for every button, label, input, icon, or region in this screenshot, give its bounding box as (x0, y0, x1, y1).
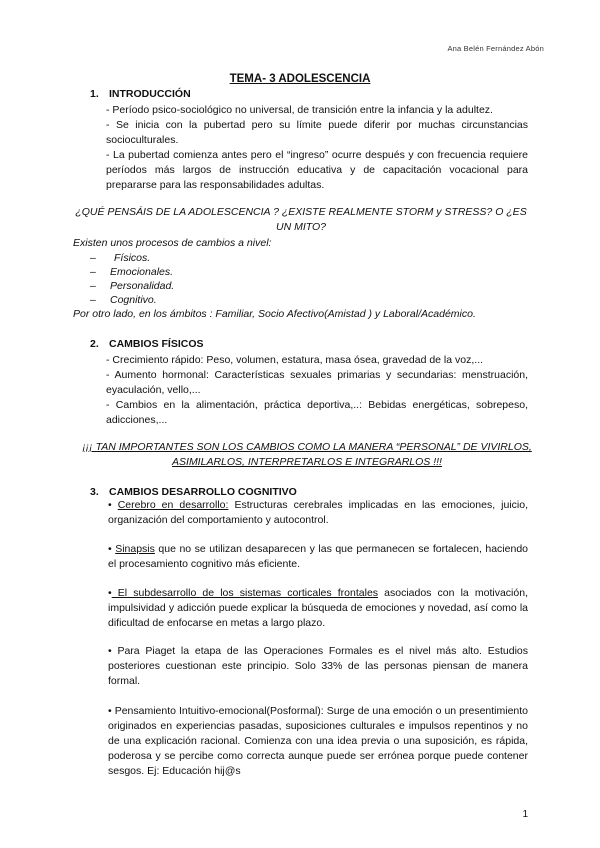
change-item-personalidad: Personalidad. (110, 280, 175, 292)
section-2-line-2: - Aumento hormonal: Características sexuales primarias y secundarias: menstruación, eyaculación, vello,... (106, 369, 528, 396)
section-1-line-2: - Se inicia con la pubertad pero su límite puede diferir por muchas circunstancias socioculturales. (106, 119, 528, 146)
ambitos-text: Por otro lado, en los ámbitos : Familiar, Socio Afectivo(Amistad ) y Laboral/Académico. (73, 308, 476, 320)
bullet-lead: Cerebro en desarrollo: (117, 499, 229, 511)
bullet-item (108, 498, 528, 528)
list-dash: – (90, 294, 96, 306)
section-1-line-3: - La pubertad comienza antes pero el “ingreso” ocurre después y con frecuencia requiere períodos más largos de instrucción educativa y de capacitación vocacional para prepararse para las responsabilidades adultas. (106, 149, 528, 191)
change-item-cognitivo: Cognitivo. (110, 294, 157, 306)
bullet-text: asociados con la motivación, impulsividad y adicción puede explicar la búsqueda de emociones y novedad, así como la dificultad de enfocarse en metas a largo plazo. (108, 587, 528, 629)
bullet-item (108, 644, 528, 689)
section-3-title: CAMBIOS DESARROLLO COGNITIVO (109, 486, 297, 498)
changes-intro: Existen unos procesos de cambios a nivel: (73, 237, 272, 249)
bullet-symbol: • (108, 543, 112, 555)
bullet-item (108, 542, 528, 572)
list-dash: – (90, 280, 96, 292)
bullet-text: que no se utilizan desaparecen y las que permanecen se fortalecen, haciendo el procesamiento cognitivo más eficiente. (108, 543, 528, 570)
question-heading: ¿QUÉ PENSÁIS DE LA ADOLESCENCIA ? ¿EXISTE REALMENTE STORM y STRESS? O ¿ES UN MITO? (75, 206, 527, 233)
bullet-text: Para Piaget la etapa de las Operaciones Formales es el nivel más alto. Estudios posteriores cuestionan este principio. Solo 33% de las personas piensan de manera formal. (108, 645, 528, 687)
bullet-symbol: • (108, 705, 112, 717)
author-header: Ana Belén Fernández Abón (447, 44, 544, 53)
page-number: 1 (522, 809, 528, 820)
section-2-number: 2. (90, 338, 99, 350)
section-2-title: CAMBIOS FÍSICOS (109, 338, 204, 350)
section-1-title: INTRODUCCIÓN (109, 88, 191, 100)
section-2-line-3: - Cambios en la alimentación, práctica deportiva,..: Bebidas energéticas, sobrepeso, adicciones,... (106, 399, 528, 426)
emphasis-statement: ¡¡¡ TAN IMPORTANTES SON LOS CAMBIOS COMO LA MANERA “PERSONAL” DE VIVIRLOS, ASIMILARLOS, INTERPRETARLOS E INTEGRARLOS !!! (82, 441, 532, 468)
page-title: TEMA- 3 ADOLESCENCIA (229, 73, 371, 85)
section-3-number: 3. (90, 486, 99, 498)
bullet-item (108, 586, 528, 631)
bullet-item (108, 704, 528, 779)
bullet-symbol: • (108, 499, 112, 511)
section-1-number: 1. (90, 88, 99, 100)
bullet-lead: Sinapsis (115, 543, 155, 555)
change-item-fisicos: Físicos. (114, 252, 151, 264)
bullet-lead: El subdesarrollo de los sistemas corticales frontales (111, 587, 379, 599)
section-1-line-1: - Período psico-sociológico no universal, de transición entre la infancia y la adultez. (106, 104, 493, 116)
list-dash: – (90, 252, 96, 264)
change-item-emocionales: Emocionales. (110, 266, 174, 278)
section-2-line-1: - Crecimiento rápido: Peso, volumen, estatura, masa ósea, gravedad de la voz,... (106, 354, 484, 366)
list-dash: – (90, 266, 96, 278)
bullet-text: Estructuras cerebrales implicadas en las emociones, juicio, organización del comportamiento y autocontrol. (108, 499, 528, 526)
bullet-symbol: • (108, 645, 112, 657)
bullet-symbol: • (108, 587, 112, 599)
bullet-text: Pensamiento Intuitivo-emocional(Posformal): Surge de una emoción o un presentimiento originados en experiencias pasadas, suposiciones culturales e impulsos repentinos y no de una explicación racional. Comienza con una idea previa o una suposición, es rápida, poderosa y se percibe como correcta aunque puede ser errónea porque puede contener sesgos. Ej: Educación hij@s (108, 705, 529, 777)
